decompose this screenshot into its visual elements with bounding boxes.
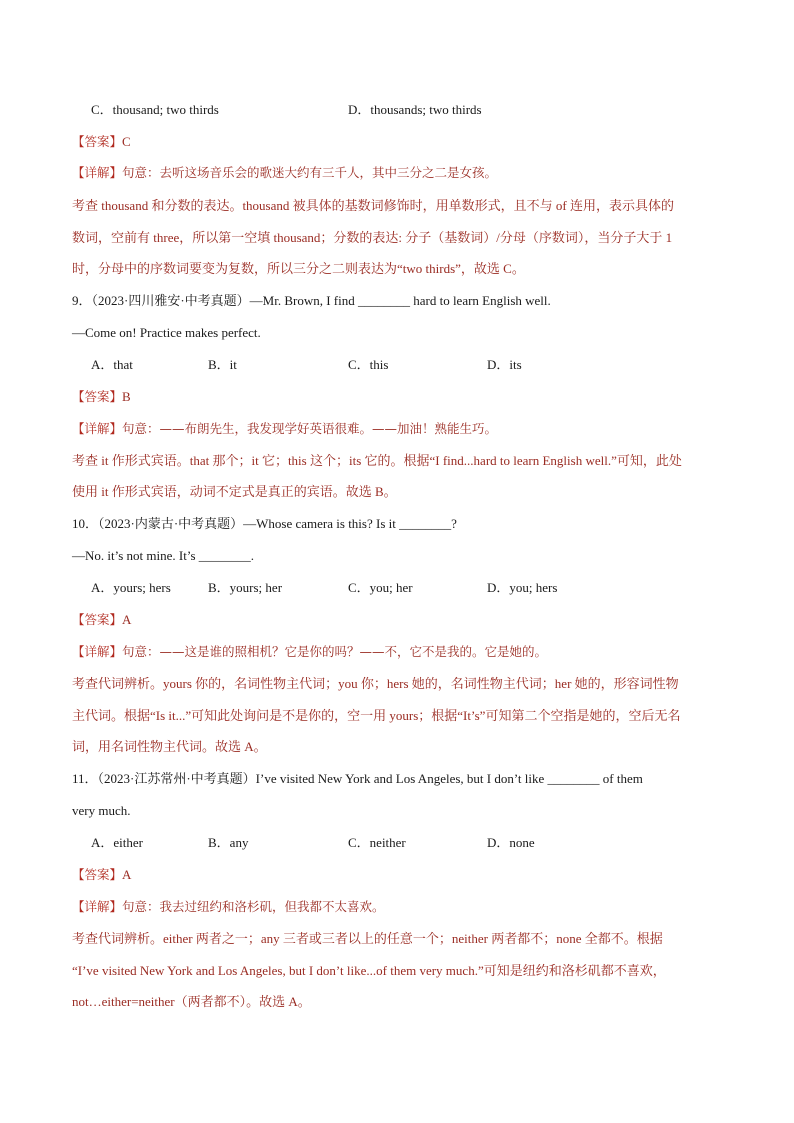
q9-detail: [72, 421, 497, 437]
q10-explain-2: 主代词。根据“Is it...”可知此处询问是不是你的，空一用 yours；根据“It’s”可知第二个空指是她的，空后无名: [72, 708, 681, 723]
detail-tag: 【详解】: [72, 644, 123, 659]
answer-tag: 【答案】: [72, 389, 123, 404]
detail-tag: 【详解】: [72, 165, 123, 180]
q11-explain-1: 考查代词辨析。either 两者之一；any 三者或三者以上的任意一个；neither 两者都不；none 全都不。根据: [72, 931, 663, 946]
q10-stem-1: 10．（2023·内蒙古·中考真题）—Whose camera is this? Is it ________?: [72, 516, 457, 531]
q8-answer: [72, 134, 131, 150]
q9-option-d: D．its: [487, 357, 522, 372]
q11-option-b: B．any: [208, 835, 249, 850]
q10-option-b: B．yours; her: [208, 580, 283, 595]
q10-option-d: D．you; hers: [487, 580, 558, 595]
answer-tag: 【答案】: [72, 612, 123, 627]
q9-option-c: C．this: [348, 357, 389, 372]
q9-explain-1: 考查 it 作形式宾语。that 那个；it 它；this 这个；its 它的。根据“I find...hard to learn English well.”可知，此处: [72, 453, 682, 468]
q11-explain-3: not…either=neither（两者都不）。故选 A。: [72, 994, 311, 1009]
q9-option-a: A．that: [91, 357, 133, 372]
answer-value: A: [122, 867, 132, 882]
q10-option-a: A．yours; hers: [91, 580, 171, 595]
detail-meaning: 句意：——布朗先生，我发现学好英语很难。——加油！熟能生巧。: [122, 421, 498, 436]
q9-answer: [72, 389, 131, 405]
answer-value: A: [122, 612, 132, 627]
q11-stem-1: 11．（2023·江苏常州·中考真题）I’ve visited New York and Los Angeles, but I don’t like ________ of them: [72, 771, 643, 786]
answer-tag: 【答案】: [72, 134, 123, 149]
detail-meaning: 句意：去听这场音乐会的歌迷大约有三千人，其中三分之二是女孩。: [122, 165, 498, 180]
q8-option-d: D．thousands; two thirds: [348, 102, 482, 117]
q9-stem-2: —Come on! Practice makes perfect.: [72, 325, 261, 340]
q10-explain-3: 词，用名词性物主代词。故选 A。: [72, 739, 267, 754]
detail-tag: 【详解】: [72, 421, 123, 436]
answer-value: B: [122, 389, 131, 404]
q10-option-c: C．you; her: [348, 580, 413, 595]
q8-explain-1: 考查 thousand 和分数的表达。thousand 被具体的基数词修饰时，用单数形式，且不与 of 连用，表示具体的: [72, 198, 674, 213]
q11-option-c: C．neither: [348, 835, 406, 850]
q11-stem-2: very much.: [72, 803, 131, 818]
q11-detail: [72, 899, 385, 915]
q10-explain-1: 考查代词辨析。yours 你的，名词性物主代词；you 你；hers 她的，名词性物主代词；her 她的，形容词性物: [72, 676, 679, 691]
q10-detail: [72, 644, 547, 660]
q8-explain-2: 数词，空前有 three，所以第一空填 thousand；分数的表达: 分子（基数词）/分母（序数词），当分子大于 1: [72, 230, 673, 245]
detail-meaning: 句意：——这是谁的照相机？它是你的吗？——不，它不是我的。它是她的。: [122, 644, 548, 659]
q11-option-d: D．none: [487, 835, 535, 850]
answer-tag: 【答案】: [72, 867, 123, 882]
q9-explain-2: 使用 it 作形式宾语，动词不定式是真正的宾语。故选 B。: [72, 484, 397, 499]
q10-answer: [72, 612, 131, 628]
q8-explain-3: 时，分母中的序数词要变为复数，所以三分之二则表达为“two thirds”，故选 C。: [72, 261, 525, 276]
q9-option-b: B．it: [208, 357, 237, 372]
q11-explain-2: “I’ve visited New York and Los Angeles, but I don’t like...of them very much.”可知是纽约和洛杉矶都不喜欢，: [72, 963, 666, 978]
q8-detail: [72, 165, 497, 181]
q11-option-a: A．either: [91, 835, 143, 850]
answer-value: C: [122, 134, 131, 149]
q8-option-c: C．thousand; two thirds: [91, 102, 219, 117]
q11-answer: [72, 867, 131, 883]
detail-meaning: 句意：我去过纽约和洛杉矶，但我都不太喜欢。: [122, 899, 385, 914]
q10-stem-2: —No. it’s not mine. It’s ________.: [72, 548, 254, 563]
detail-tag: 【详解】: [72, 899, 123, 914]
q9-stem-1: 9．（2023·四川雅安·中考真题）—Mr. Brown, I find ________ hard to learn English well.: [72, 293, 551, 308]
